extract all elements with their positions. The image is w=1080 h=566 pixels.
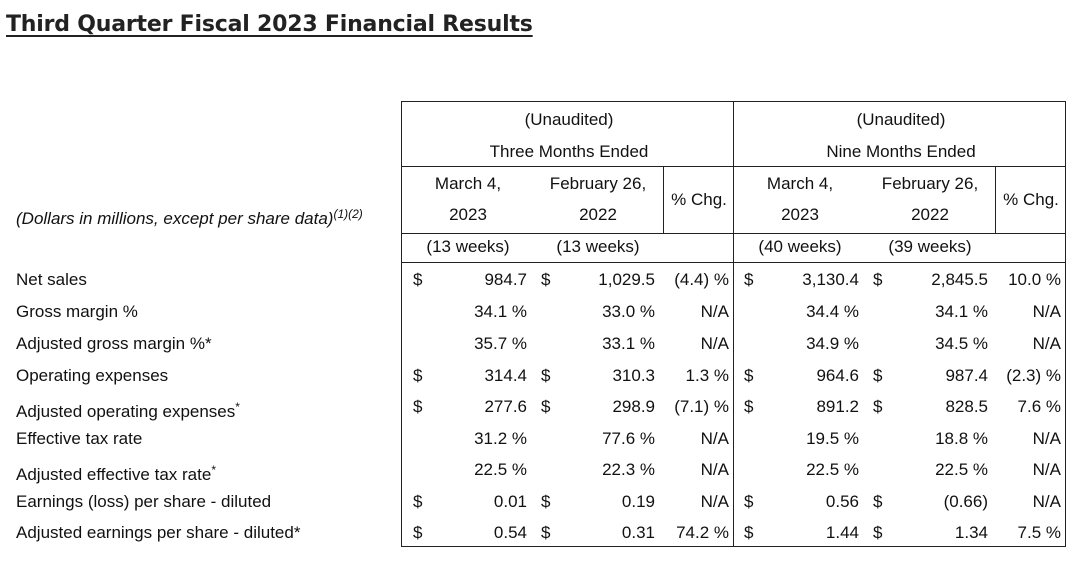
- table-cell: 1.3 %: [685, 366, 729, 385]
- currency-sign: $: [413, 523, 423, 542]
- currency-sign: $: [413, 270, 423, 289]
- currency-sign: $: [413, 492, 423, 511]
- table-cell: 34.9 %: [806, 334, 859, 353]
- group-label: (Unaudited): [524, 110, 614, 129]
- table-cell: 7.5 %: [1017, 523, 1061, 542]
- currency-sign: $: [413, 397, 423, 416]
- table-cell: 33.1 %: [602, 334, 655, 353]
- table-cell: (4.4) %: [674, 270, 729, 289]
- footnote-marker: (1)(2): [333, 207, 363, 221]
- table-cell: 0.56: [825, 492, 859, 511]
- table-cell: (0.66): [943, 492, 988, 511]
- footnote-marker: *: [235, 400, 240, 414]
- row-label: Gross margin %: [16, 302, 138, 321]
- table-cell: 2,845.5: [931, 270, 988, 289]
- table-cell: N/A: [700, 460, 729, 479]
- column-header: % Chg.: [671, 190, 727, 209]
- currency-sign: $: [873, 397, 883, 416]
- column-header-year: 2022: [911, 205, 949, 224]
- currency-sign: $: [744, 397, 754, 416]
- currency-sign: $: [873, 366, 883, 385]
- table-cell: 0.31: [621, 523, 655, 542]
- table-cell: 314.4: [484, 366, 527, 385]
- currency-sign: $: [744, 523, 754, 542]
- table-cell: 984.7: [484, 270, 527, 289]
- table-cell: 35.7 %: [474, 334, 527, 353]
- table-cell: (2.3) %: [1006, 366, 1061, 385]
- table-cell: 74.2 %: [676, 523, 729, 542]
- currency-sign: $: [541, 366, 551, 385]
- group-period: Nine Months Ended: [826, 142, 976, 161]
- column-weeks: (39 weeks): [888, 237, 972, 256]
- currency-sign: $: [744, 270, 754, 289]
- currency-sign: $: [873, 270, 883, 289]
- divider: [401, 166, 1066, 167]
- row-label: Earnings (loss) per share - diluted: [16, 492, 272, 511]
- table-cell: 0.19: [621, 492, 655, 511]
- table-cell: 31.2 %: [474, 429, 527, 448]
- table-cell: N/A: [1032, 492, 1061, 511]
- table-cell: 33.0 %: [602, 302, 655, 321]
- column-header: February 26,: [549, 174, 647, 193]
- table-cell: 3,130.4: [802, 270, 859, 289]
- divider: [401, 546, 1066, 547]
- divider: [401, 262, 1066, 263]
- currency-sign: $: [873, 492, 883, 511]
- table-cell: (7.1) %: [674, 397, 729, 416]
- table-cell: 19.5 %: [806, 429, 859, 448]
- currency-sign: $: [541, 492, 551, 511]
- column-header: March 4,: [766, 174, 834, 193]
- currency-sign: $: [541, 397, 551, 416]
- label-column-header: (Dollars in millions, except per share data)$^{(1)(2)}$: [16, 207, 363, 228]
- table-cell: N/A: [1032, 334, 1061, 353]
- table-cell: N/A: [1032, 429, 1061, 448]
- page-title: Third Quarter Fiscal 2023 Financial Results: [6, 12, 533, 37]
- column-header-year: 2022: [579, 205, 617, 224]
- table-cell: 828.5: [945, 397, 988, 416]
- table-cell: 22.3 %: [602, 460, 655, 479]
- row-label: Adjusted effective tax rate*: [16, 463, 216, 484]
- table-cell: N/A: [700, 302, 729, 321]
- table-cell: 77.6 %: [602, 429, 655, 448]
- column-header-year: 2023: [449, 205, 487, 224]
- row-label: Adjusted operating expenses*: [16, 400, 240, 421]
- table-cell: 987.4: [945, 366, 988, 385]
- table-cell: 34.5 %: [935, 334, 988, 353]
- group-label: (Unaudited): [856, 110, 946, 129]
- table-cell: 964.6: [816, 366, 859, 385]
- column-weeks: (13 weeks): [426, 237, 510, 256]
- divider: [995, 166, 996, 233]
- table-cell: 1.44: [825, 523, 859, 542]
- currency-sign: $: [413, 366, 423, 385]
- table-cell: 310.3: [612, 366, 655, 385]
- table-cell: 22.5 %: [935, 460, 988, 479]
- column-header: March 4,: [434, 174, 502, 193]
- divider: [401, 101, 1066, 102]
- currency-sign: $: [873, 523, 883, 542]
- table-cell: 0.54: [493, 523, 527, 542]
- table-cell: 18.8 %: [935, 429, 988, 448]
- table-cell: 34.1 %: [474, 302, 527, 321]
- group-period: Three Months Ended: [489, 142, 649, 161]
- table-cell: 891.2: [816, 397, 859, 416]
- table-cell: 277.6: [484, 397, 527, 416]
- column-header-year: 2023: [781, 205, 819, 224]
- table-cell: N/A: [1032, 460, 1061, 479]
- currency-sign: $: [541, 270, 551, 289]
- row-label: Net sales: [16, 270, 87, 289]
- table-cell: 22.5 %: [806, 460, 859, 479]
- row-label: Adjusted earnings per share - diluted*: [16, 523, 301, 542]
- currency-sign: $: [744, 366, 754, 385]
- table-cell: 298.9: [612, 397, 655, 416]
- column-weeks: (40 weeks): [758, 237, 842, 256]
- divider: [1065, 101, 1066, 547]
- currency-sign: $: [541, 523, 551, 542]
- table-cell: 0.01: [493, 492, 527, 511]
- footnote-marker: *: [211, 463, 216, 477]
- table-cell: N/A: [700, 334, 729, 353]
- divider: [663, 166, 664, 233]
- table-cell: 7.6 %: [1017, 397, 1061, 416]
- row-label: Effective tax rate: [16, 429, 143, 448]
- divider: [401, 233, 1066, 234]
- divider: [733, 101, 734, 547]
- table-cell: 10.0 %: [1008, 270, 1061, 289]
- table-cell: 34.4 %: [806, 302, 859, 321]
- table-cell: 22.5 %: [474, 460, 527, 479]
- table-cell: 1.34: [954, 523, 988, 542]
- column-header: February 26,: [881, 174, 979, 193]
- row-label: Adjusted gross margin %*: [16, 334, 212, 353]
- column-weeks: (13 weeks): [556, 237, 640, 256]
- table-cell: 34.1 %: [935, 302, 988, 321]
- column-header: % Chg.: [1003, 190, 1059, 209]
- table-cell: N/A: [700, 429, 729, 448]
- table-cell: N/A: [1032, 302, 1061, 321]
- divider: [401, 101, 402, 547]
- row-label: Operating expenses: [16, 366, 169, 385]
- table-cell: N/A: [700, 492, 729, 511]
- currency-sign: $: [744, 492, 754, 511]
- table-cell: 1,029.5: [598, 270, 655, 289]
